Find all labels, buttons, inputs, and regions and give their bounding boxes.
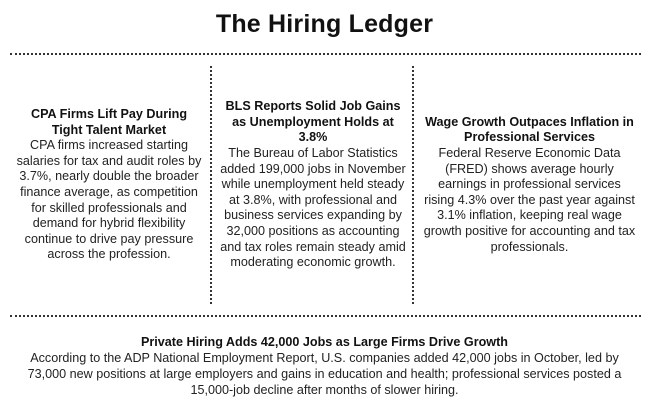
article-body: Federal Reserve Economic Data (FRED) shows average hourly earnings in professional services rising 4.3% over the past year against 3.1% inflation, keeping real wage growth positive for accounting and tax professionals.	[423, 146, 636, 254]
bottom-divider	[10, 315, 641, 317]
article-wage-growth	[422, 66, 637, 304]
article-cpa-pay	[14, 66, 204, 304]
top-divider	[10, 53, 641, 55]
column-divider-right	[412, 66, 414, 304]
article-body: CPA firms increased starting salaries for tax and audit roles by 3.7%, nearly double the broader finance average, as competition for skilled professionals and demand for hybrid flexibility continue to drive pay pressure across the profession.	[16, 138, 202, 262]
article-body: The Bureau of Labor Statistics added 199,000 jobs in November while unemployment held steady at 3.8%, with professional and business services expanding by 32,000 positions as accounting and tax roles remain steady amid moderating economic growth.	[220, 146, 406, 270]
feature-headline: Private Hiring Adds 42,000 Jobs as Large Firms Drive Growth	[141, 335, 508, 349]
article-headline: BLS Reports Solid Job Gains as Unemployment Holds at 3.8%	[225, 99, 401, 145]
feature-article	[10, 334, 639, 398]
article-headline: CPA Firms Lift Pay During Tight Talent Market	[30, 107, 188, 137]
column-divider-left	[210, 66, 212, 304]
article-bls-jobs	[220, 66, 406, 304]
feature-body: According to the ADP National Employment Report, U.S. companies added 42,000 jobs in October, led by 73,000 new positions at large employers and gains in education and health; professional services posted a 15,000-job decline after months of slower hiring.	[27, 351, 622, 397]
masthead-title: The Hiring Ledger	[215, 10, 434, 38]
article-headline: Wage Growth Outpaces Inflation in Professional Services	[425, 114, 634, 145]
